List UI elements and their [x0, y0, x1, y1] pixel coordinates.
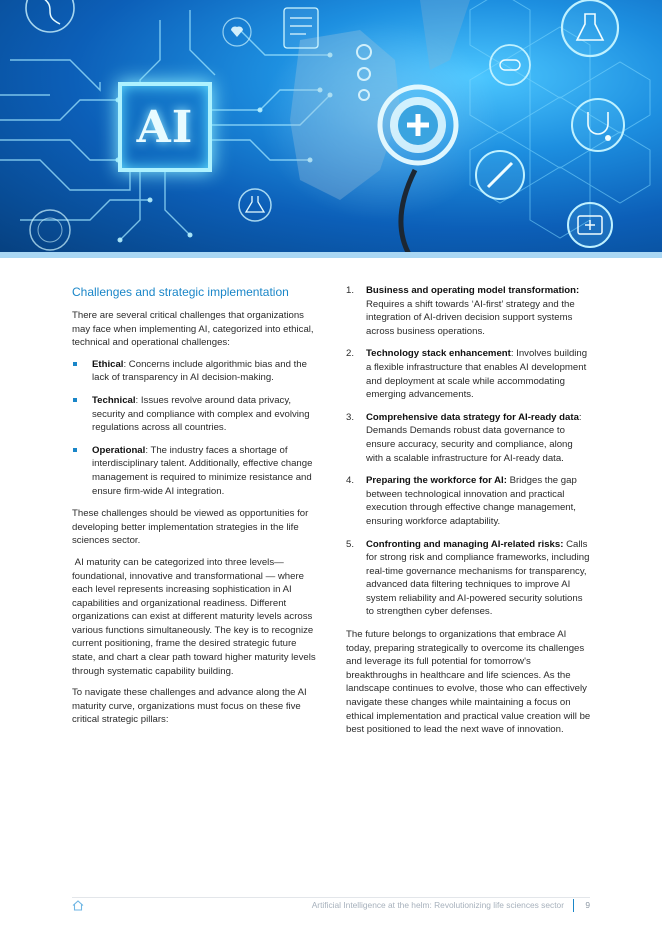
pill-icon [490, 45, 530, 85]
conclusion-paragraph: The future belongs to organizations that embrace AI today, preparing strategically to overcome its challenges and leverage its full potential for tomorrow's breakthroughs in healthcare and life sciences. As the landscape continues to evolve, those who can effectively navigate these changes while maintaining a focus on ethical implementation and practical value creation will be best positioned to lead the next wave of innovation. [346, 629, 591, 736]
left-column [72, 284, 318, 735]
medical-folder-icon [568, 203, 612, 247]
stethoscope-icon [572, 99, 624, 151]
list-item [72, 444, 318, 498]
pillar-term: Business and operating model transformation: [366, 285, 580, 296]
pillar-term: Technology stack enhancement [366, 348, 511, 360]
bullet-icon [73, 362, 77, 366]
list-item [346, 347, 592, 401]
circuit-background [0, 0, 662, 256]
pillar-text: : Involves building a flexible infrastructure that enables AI development and deployment at scale while accommodating emerging advancements. [366, 348, 588, 401]
ai-badge [118, 82, 212, 172]
section-heading: Challenges and strategic implementation [72, 285, 289, 299]
challenges-list [72, 358, 318, 498]
footer-divider [72, 897, 590, 898]
footer-title: Artificial Intelligence at the helm: Revolutionizing life sciences sector [311, 900, 564, 910]
pillar-text: Calls for strong risk and compliance frameworks, including real-time governance mechanisms for transparency, advanced data filtering techniques to improve AI system reliability and AI-powered security solutions to strengthen cyber defenses. [366, 538, 590, 618]
dna-ring-icon [30, 210, 70, 250]
dna-icon [26, 0, 74, 32]
intro-paragraph: There are several critical challenges that organizations may face when implementing AI, categorized into ethical, technical and operational challenges: [72, 310, 314, 349]
pillar-number: 3. [346, 411, 355, 423]
pillar-term: Comprehensive data strategy for AI-ready data [366, 411, 579, 423]
pillar-text: Bridges the gap between technological innovation and practical execution through effective change management, ensuring workforce adaptability. [366, 475, 577, 527]
challenge-term: Ethical [92, 358, 124, 370]
syringe-icon [476, 151, 524, 199]
list-item [72, 358, 318, 385]
pillar-number: 1. [346, 285, 355, 296]
ai-badge-text: AI [136, 101, 194, 153]
pillar-text: Requires a shift towards ‘AI-first’ strategy and the integration of AI-driven decision support systems across business operations. [366, 298, 575, 337]
challenge-text: : Concerns include algorithmic bias and the lack of transparency in AI decision-making. [92, 358, 307, 384]
pillar-term: Preparing the workforce for AI: [366, 475, 507, 487]
challenge-term: Technical [92, 394, 136, 406]
challenge-term: Operational [92, 444, 146, 456]
pillar-text: : Demands Demands robust data governance to ensure accuracy, security and compliance, along with a scalable infrastructure for AI-ready data. [366, 411, 582, 464]
pillar-number: 5. [346, 538, 355, 550]
document-icon [284, 8, 318, 48]
challenge-text: : The industry faces a shortage of interdisciplinary talent. Additionally, effective change management is required to minimize resistance and ensure firm-wide AI integration. [92, 444, 313, 497]
flask-small-icon [239, 189, 271, 221]
footer-separator [573, 899, 575, 912]
bullet-icon [73, 398, 77, 402]
list-item [346, 538, 592, 620]
hero-divider [0, 252, 662, 258]
bullet-icon [73, 448, 77, 452]
heart-icon [223, 18, 251, 46]
list-item [346, 411, 592, 465]
pillar-number: 2. [346, 348, 355, 360]
pillars-list [346, 284, 592, 619]
hero-image [0, 0, 662, 256]
home-icon[interactable] [72, 900, 84, 911]
opportunities-paragraph: These challenges should be viewed as opportunities for developing better implementation strategies in the life sciences sector. [72, 508, 309, 547]
navigate-paragraph: To navigate these challenges and advance along the AI maturity curve, organizations must focus on these five critical strategic pillars: [72, 687, 307, 726]
page-number: 9 [585, 900, 590, 910]
list-item [346, 284, 592, 338]
maturity-paragraph: AI maturity can be categorized into three levels—foundational, innovative and transformational — where each level represents increasing sophistication in AI capabilities and organizational readiness. Different organizations can exist at different maturity levels across various functions simultaneously. The key is to recognize current positioning, frame the desired strategic future state, and chart a clear path toward higher maturity levels through systematic capability building. [72, 556, 319, 677]
flask-icon [562, 0, 618, 56]
pillar-term: Confronting and managing AI-related risks: [366, 538, 564, 550]
challenge-text: : Issues revolve around data privacy, security and compliance with complex and evolving regulations across all countries. [92, 394, 310, 434]
list-item [72, 394, 318, 435]
medical-cross-icon [380, 87, 456, 163]
page-footer [72, 899, 590, 913]
right-column [346, 284, 592, 745]
list-item [346, 474, 592, 528]
pillar-number: 4. [346, 475, 355, 487]
